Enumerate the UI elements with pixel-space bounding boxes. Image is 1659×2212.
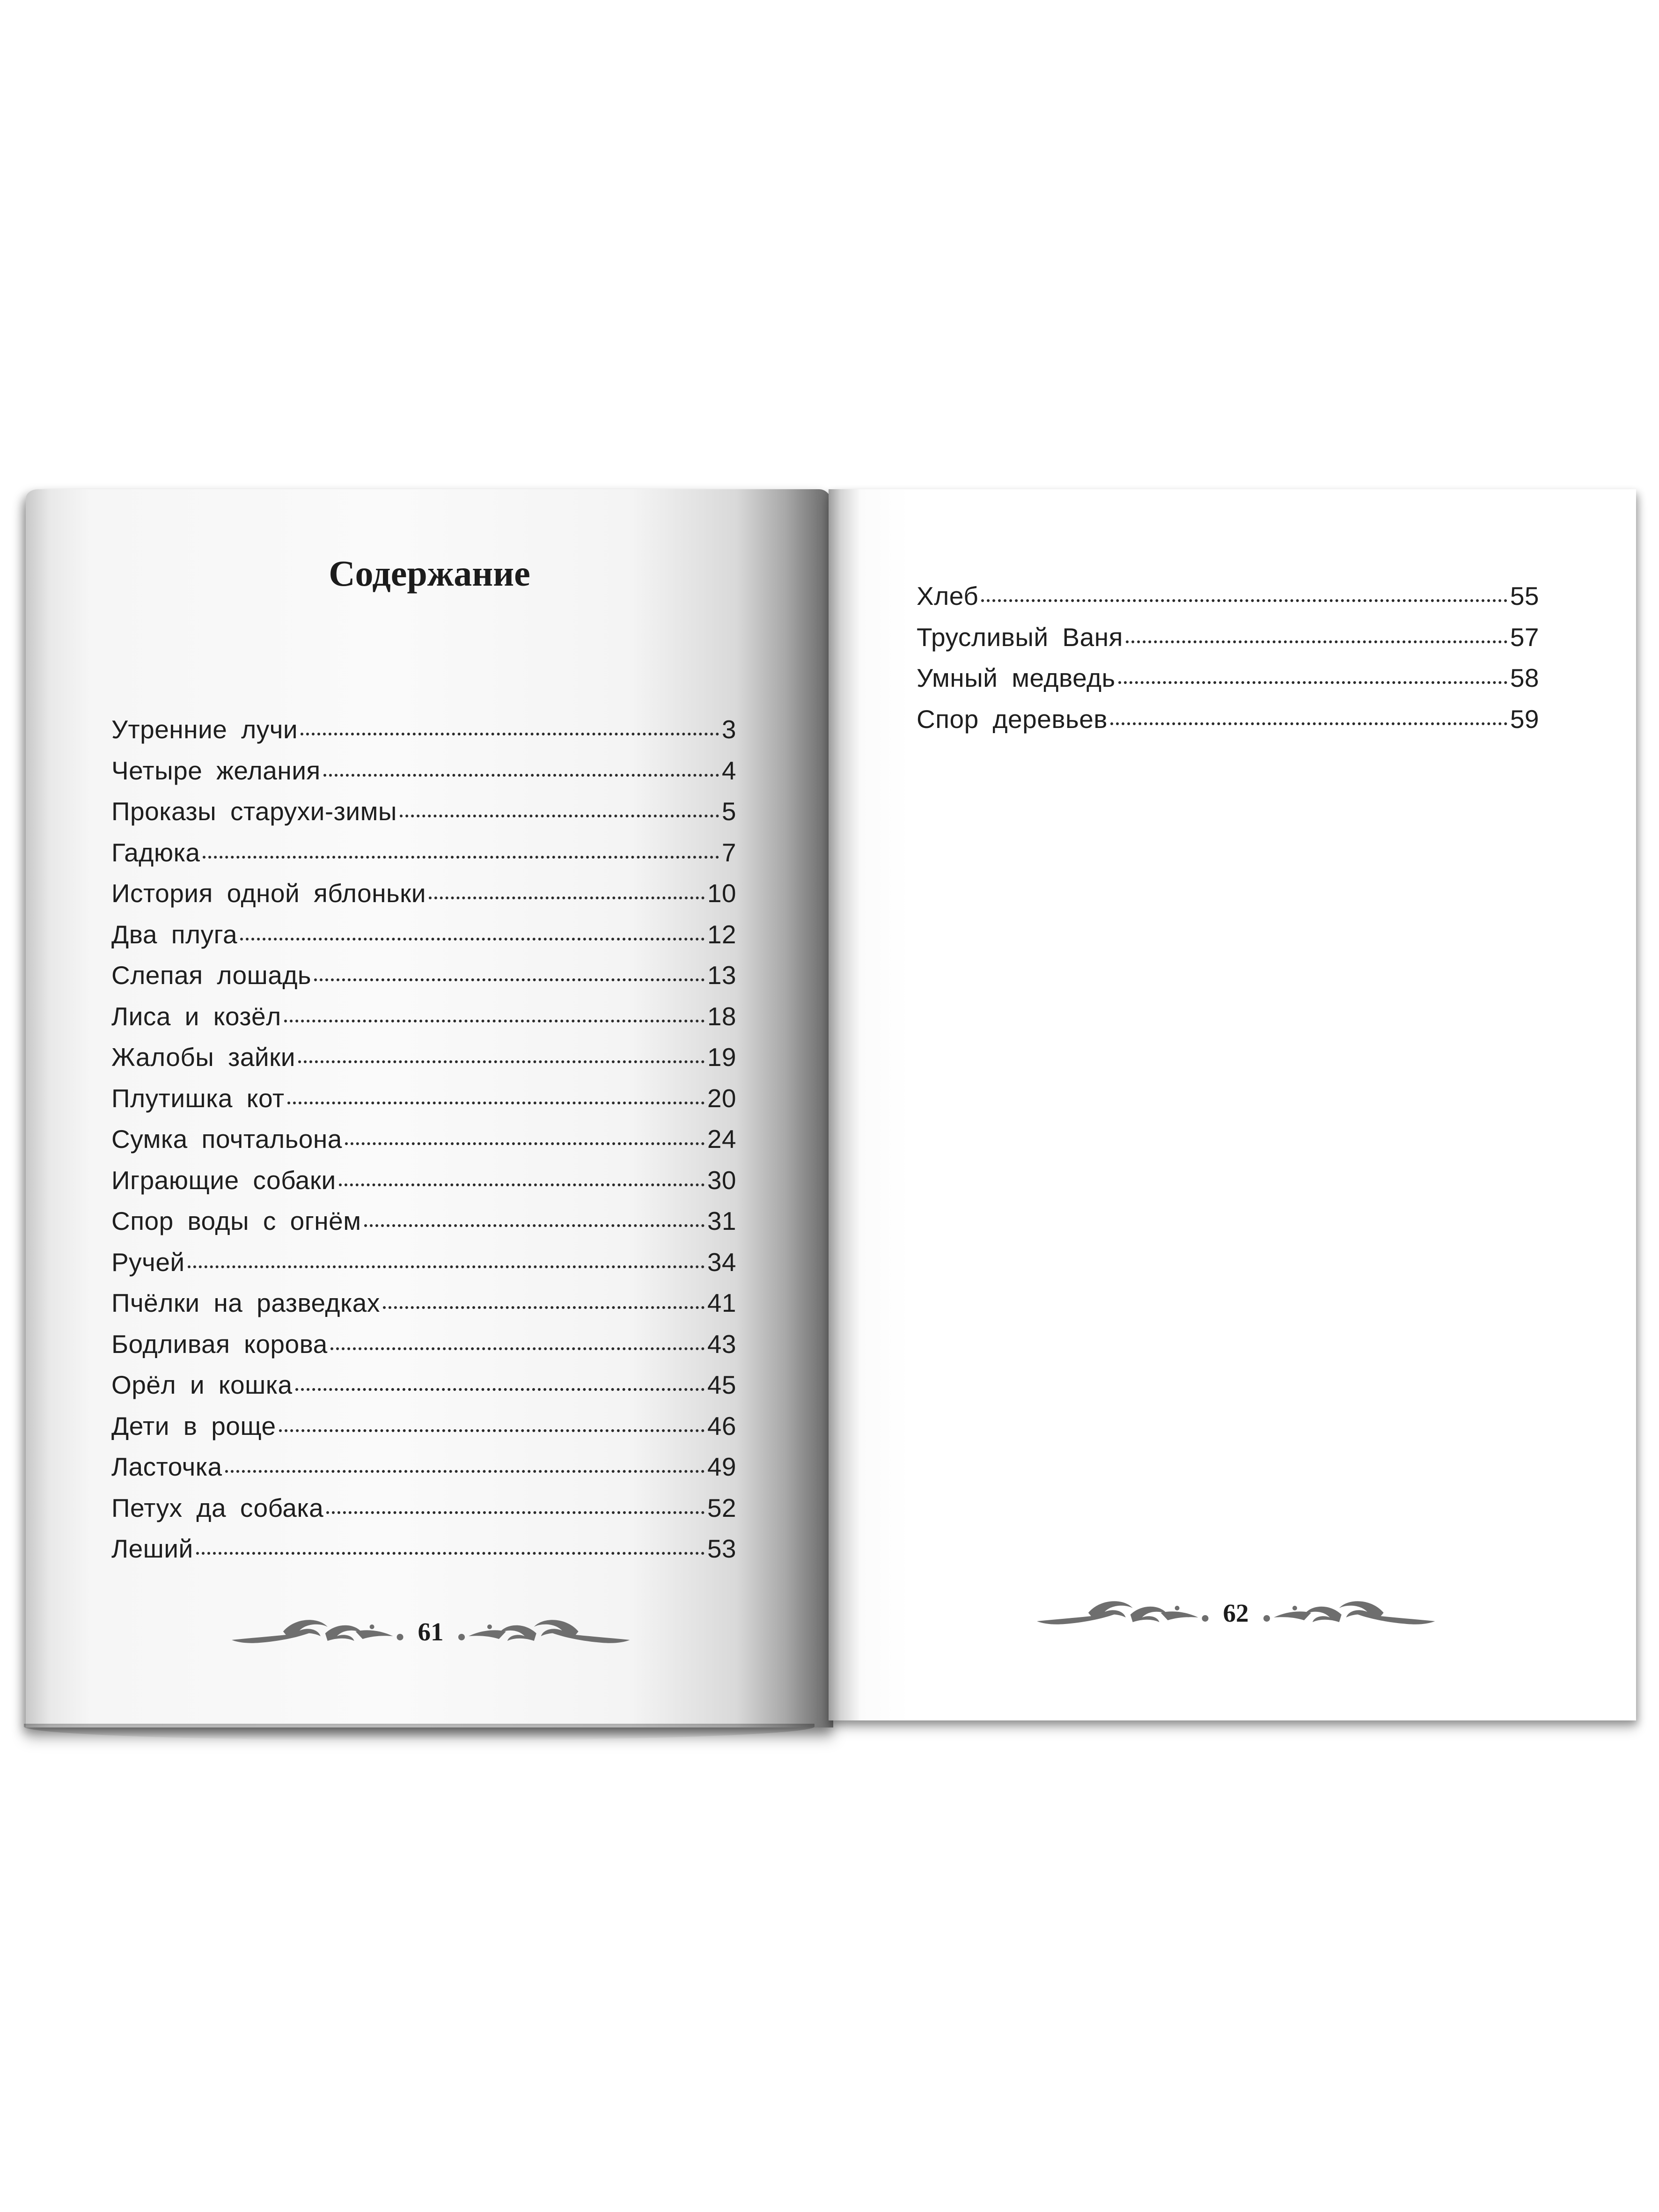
toc-entry xyxy=(111,1160,736,1201)
dot-leader xyxy=(1110,722,1507,725)
toc-entry-title: Утренние лучи xyxy=(111,715,298,744)
toc-entry xyxy=(111,873,736,914)
dot-leader xyxy=(298,1060,705,1063)
dot-leader xyxy=(400,815,719,817)
dot-leader xyxy=(188,1265,705,1268)
toc-entry xyxy=(111,1365,736,1406)
toc-entry-page: 13 xyxy=(707,961,736,990)
toc-entry-title: Гадюка xyxy=(111,838,200,867)
toc-entry-title: Трусливый Ваня xyxy=(917,622,1123,652)
dot-leader xyxy=(295,1388,705,1391)
toc-entry-title: Ласточка xyxy=(111,1452,222,1481)
toc-entry-page: 41 xyxy=(707,1288,736,1317)
toc-entry-title: Спор деревьев xyxy=(917,704,1108,734)
dot-leader xyxy=(429,897,705,899)
toc-entry xyxy=(111,750,736,792)
toc-entry-title: Ручей xyxy=(111,1247,185,1277)
toc-entry-title: Жалобы зайки xyxy=(111,1043,295,1072)
toc-entry-title: Леший xyxy=(111,1534,193,1563)
flourish-ornament-icon xyxy=(232,1613,405,1650)
toc-entry-title: Бодливая корова xyxy=(111,1329,328,1359)
toc-entry xyxy=(111,1488,736,1529)
page-footer-right xyxy=(1037,1594,1435,1631)
page-footer-left xyxy=(232,1613,630,1650)
dot-leader xyxy=(1126,640,1507,643)
toc-entry-page: 7 xyxy=(721,838,736,867)
toc-entry-title: Пчёлки на разведках xyxy=(111,1288,380,1317)
toc-entry-title: Дети в роще xyxy=(111,1411,276,1440)
page-number: 62 xyxy=(1223,1598,1249,1627)
toc-title: Содержание xyxy=(329,553,530,594)
toc-entry xyxy=(111,1324,736,1365)
toc-entry-page: 45 xyxy=(707,1370,736,1399)
dot-leader xyxy=(225,1470,705,1473)
toc-entry xyxy=(111,791,736,832)
toc-entry xyxy=(111,1037,736,1078)
dot-leader xyxy=(314,978,705,981)
toc-entry xyxy=(917,658,1539,699)
toc-entry xyxy=(111,996,736,1037)
toc-entry-page: 46 xyxy=(707,1411,736,1440)
toc-entry-page: 20 xyxy=(707,1083,736,1113)
toc-list-right xyxy=(917,576,1539,740)
toc-entry-title: Петух да собака xyxy=(111,1493,324,1522)
toc-entry-page: 3 xyxy=(721,715,736,744)
toc-entry-page: 24 xyxy=(707,1124,736,1154)
toc-entry xyxy=(111,1242,736,1283)
toc-entry-title: Проказы старухи-зимы xyxy=(111,797,397,826)
dot-leader xyxy=(287,1102,705,1104)
toc-entry-page: 43 xyxy=(707,1329,736,1359)
toc-entry-title: Два плуга xyxy=(111,919,238,949)
toc-entry xyxy=(111,1283,736,1324)
dot-leader xyxy=(240,938,705,941)
dot-leader xyxy=(196,1552,705,1555)
dot-leader xyxy=(981,599,1507,602)
toc-entry-title: Слепая лошадь xyxy=(111,961,312,990)
toc-entry xyxy=(917,699,1539,740)
toc-entry xyxy=(111,955,736,996)
toc-entry xyxy=(111,914,736,955)
toc-list-left xyxy=(111,709,736,1570)
dot-leader xyxy=(383,1306,705,1309)
dot-leader xyxy=(330,1347,705,1350)
toc-entry-page: 18 xyxy=(707,1001,736,1031)
dot-leader xyxy=(326,1511,705,1514)
toc-entry-page: 49 xyxy=(707,1452,736,1481)
dot-leader xyxy=(284,1020,705,1022)
toc-entry-title: Сумка почтальона xyxy=(111,1124,342,1154)
dot-leader xyxy=(345,1142,705,1145)
toc-entry-page: 19 xyxy=(707,1043,736,1072)
toc-entry-page: 10 xyxy=(707,879,736,908)
toc-entry-title: Лиса и козёл xyxy=(111,1001,281,1031)
toc-entry-page: 52 xyxy=(707,1493,736,1522)
toc-entry-title: Плутишка кот xyxy=(111,1083,285,1113)
toc-entry xyxy=(917,617,1539,658)
flourish-ornament-icon xyxy=(457,1613,630,1650)
dot-leader xyxy=(279,1429,705,1432)
dot-leader xyxy=(339,1183,705,1186)
toc-entry xyxy=(111,709,736,750)
toc-entry-title: Играющие собаки xyxy=(111,1165,336,1195)
toc-entry-page: 4 xyxy=(721,756,736,785)
dot-leader xyxy=(203,856,719,859)
toc-entry-page: 59 xyxy=(1510,704,1539,734)
page-number: 61 xyxy=(418,1617,444,1646)
dot-leader xyxy=(323,774,719,777)
toc-entry xyxy=(111,1201,736,1242)
toc-entry-title: Четыре желания xyxy=(111,756,321,785)
toc-entry-page: 55 xyxy=(1510,581,1539,610)
toc-entry-title: Спор воды с огнём xyxy=(111,1206,361,1235)
toc-entry xyxy=(111,1529,736,1570)
toc-entry-title: Орёл и кошка xyxy=(111,1370,293,1399)
toc-entry-page: 53 xyxy=(707,1534,736,1563)
toc-entry-title: Умный медведь xyxy=(917,663,1116,692)
toc-entry xyxy=(111,1447,736,1488)
toc-entry-page: 57 xyxy=(1510,622,1539,652)
dot-leader xyxy=(364,1224,705,1227)
toc-entry-page: 12 xyxy=(707,919,736,949)
toc-entry-title: История одной яблоньки xyxy=(111,879,426,908)
flourish-ornament-icon xyxy=(1037,1594,1210,1631)
dot-leader xyxy=(301,733,719,735)
toc-entry xyxy=(111,832,736,874)
toc-entry-page: 58 xyxy=(1510,663,1539,692)
toc-entry xyxy=(111,1406,736,1447)
toc-entry-title: Хлеб xyxy=(917,581,979,610)
toc-entry xyxy=(111,1119,736,1160)
toc-entry xyxy=(917,576,1539,617)
toc-entry-page: 30 xyxy=(707,1165,736,1195)
dot-leader xyxy=(1118,681,1507,684)
toc-entry-page: 34 xyxy=(707,1247,736,1277)
toc-entry-page: 5 xyxy=(721,797,736,826)
toc-entry xyxy=(111,1078,736,1119)
flourish-ornament-icon xyxy=(1262,1594,1435,1631)
toc-entry-page: 31 xyxy=(707,1206,736,1235)
